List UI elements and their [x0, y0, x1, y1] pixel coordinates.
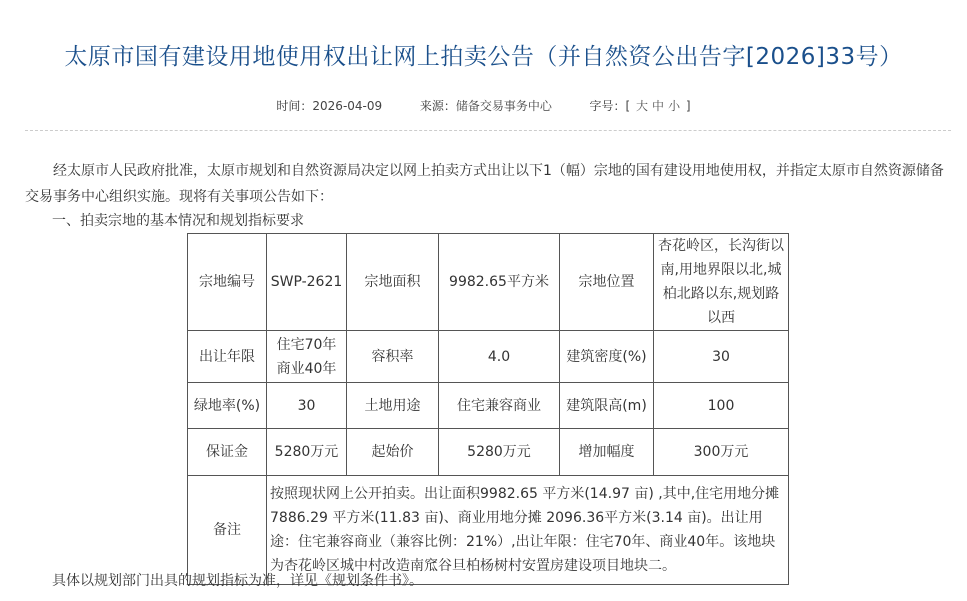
bracket-open: [	[625, 99, 631, 113]
table-row	[188, 476, 789, 585]
remarks-cell: 按照现状网上公开拍卖。出让面积9982.65 平方米(14.97 亩) ,其中,住宅用地分摊7886.29 平方米(11.83 亩)、商业用地分摊 2096.36平方米(3.14 亩)。出让用途：住宅兼容商业（兼容比例：21%）,出让年限：住宅70年、商业40年。该地块为杏花岭区城中村改造南窊谷旦柏杨树村安置房建设项目地块二。	[267, 476, 789, 585]
time-label: 时间：	[276, 99, 313, 113]
table-cell: 30	[267, 383, 347, 429]
font-size-large-link[interactable]: 大	[636, 99, 649, 113]
publish-date: 2026-04-09	[312, 99, 383, 113]
table-cell: 土地用途	[347, 383, 439, 429]
font-size-small-link[interactable]: 小	[668, 99, 681, 113]
table-cell: 100	[654, 383, 789, 429]
bracket-close: ]	[685, 99, 691, 113]
table-cell: 30	[654, 331, 789, 383]
table-row	[188, 429, 789, 476]
intro-paragraph: 经太原市人民政府批准，太原市规划和自然资源局决定以网上拍卖方式出让以下1（幅）宗地的国有建设用地使用权，并指定太原市自然资源储备交易事务中心组织实施。现将有关事项公告如下：	[25, 163, 944, 205]
parcel-info-table	[187, 233, 789, 585]
table-cell: 4.0	[439, 331, 560, 383]
table-row	[188, 234, 789, 331]
table-cell	[267, 331, 347, 383]
table-cell: 保证金	[188, 429, 267, 476]
table-cell: 宗地位置	[560, 234, 654, 331]
table-cell: 300万元	[654, 429, 789, 476]
parcel-location-cell: 杏花岭区，长沟街以南,用地界限以北,城柏北路以东,规划路以西	[654, 234, 789, 331]
commercial-term: 商业40年	[276, 360, 337, 377]
footnote: 具体以规划部门出具的规划指标为准，详见《规划条件书》。	[52, 573, 423, 589]
source-label: 来源：	[419, 99, 456, 113]
table-cell: 绿地率(%)	[188, 383, 267, 429]
source-value: 储备交易事务中心	[455, 99, 552, 113]
table-cell: 起始价	[347, 429, 439, 476]
table-cell: 备注	[188, 476, 267, 585]
table-cell: 宗地面积	[347, 234, 439, 331]
residential-term: 住宅70年	[276, 336, 337, 353]
table-cell: 宗地编号	[188, 234, 267, 331]
page-title: 太原市国有建设用地使用权出让网上拍卖公告（并自然资公出告字[2026]33号）	[64, 44, 903, 70]
font-size-label: 字号：	[589, 99, 626, 113]
table-cell: 9982.65平方米	[439, 234, 560, 331]
header-divider	[25, 130, 951, 131]
table-cell: 5280万元	[439, 429, 560, 476]
table-cell: 5280万元	[267, 429, 347, 476]
table-cell: 住宅兼容商业	[439, 383, 560, 429]
font-size-control	[590, 99, 691, 113]
table-row	[188, 383, 789, 429]
table-cell: 建筑限高(m)	[560, 383, 654, 429]
table-row	[188, 331, 789, 383]
table-cell: SWP-2621	[267, 234, 347, 331]
table-cell: 增加幅度	[560, 429, 654, 476]
article-meta	[0, 97, 967, 114]
table-cell: 建筑密度(%)	[560, 331, 654, 383]
section-heading: 一、拍卖宗地的基本情况和规划指标要求	[52, 213, 304, 229]
table-cell: 出让年限	[188, 331, 267, 383]
table-cell: 容积率	[347, 331, 439, 383]
font-size-medium-link[interactable]: 中	[652, 99, 665, 113]
